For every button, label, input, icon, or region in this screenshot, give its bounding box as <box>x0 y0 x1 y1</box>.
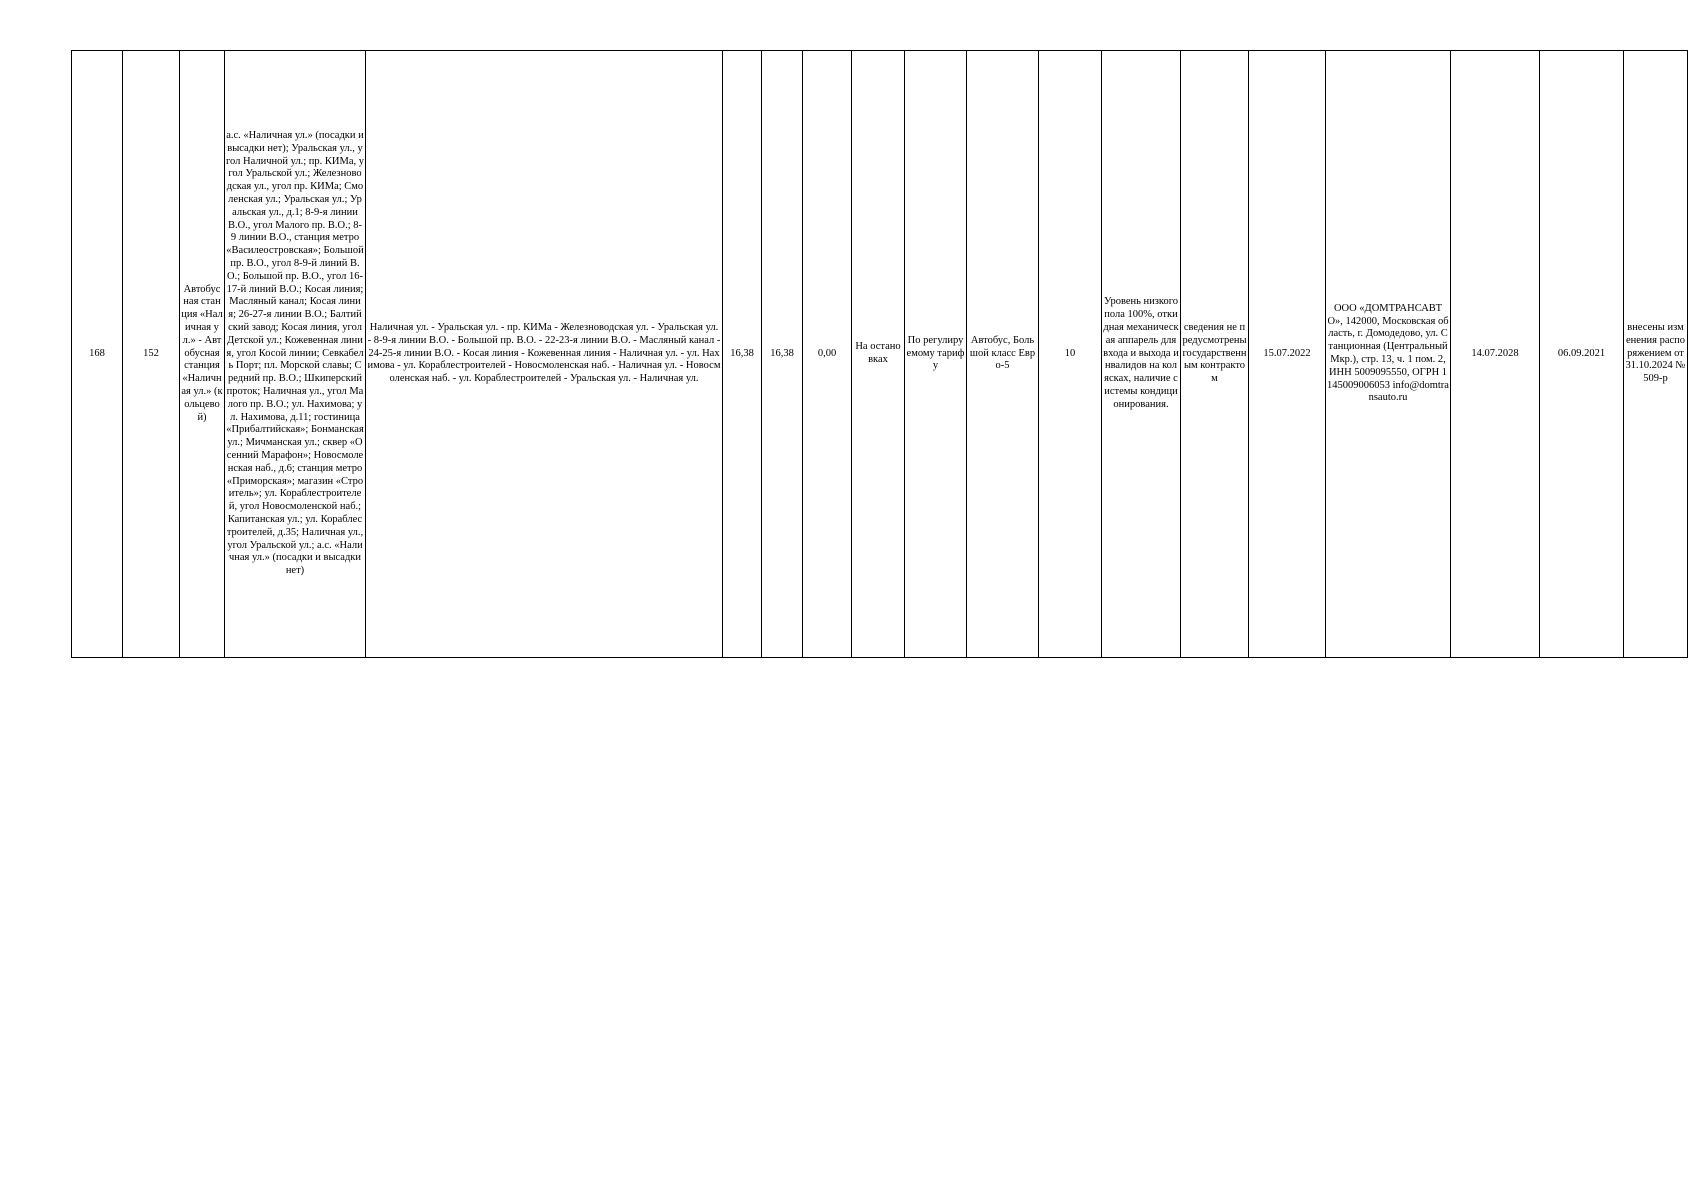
contract-info-cell: сведения не предусмотрены государственным контрактом <box>1181 51 1249 658</box>
vehicle-count-cell: 10 <box>1039 51 1102 658</box>
route-name-cell: Автобусная станция «Наличная ул.» - Автобусная станция «Наличная ул.» (кольцевой) <box>180 51 225 658</box>
route-registry-table <box>71 50 1688 658</box>
carrier-cell: ООО «ДОМТРАНСАВТО», 142000, Московская область, г. Домодедово, ул. Станционная (Центральный Мкр.), стр. 13, ч. 1 пом. 2, ИНН 5009095550, ОГРН 1145009006053 info@domtransauto.ru <box>1326 51 1451 658</box>
route-number-cell: 152 <box>123 51 180 658</box>
length-reverse-cell: 16,38 <box>762 51 803 658</box>
change-note-cell: внесены изменения распоряжением от 31.10.2024 № 509-р <box>1624 51 1688 658</box>
vehicle-type-cell: Автобус, Большой класс Евро-5 <box>967 51 1039 658</box>
streets-list-cell: Наличная ул. - Уральская ул. - пр. КИМа - Железноводская ул. - Уральская ул. - 8-9-я линии В.О. - Большой пр. В.О. - 22-23-я линии В.О. - Масляный канал - 24-25-я линии В.О. - Косая линия - Кожевенная линия - Наличная ул. - ул. Нахимова - ул. Кораблестроителей - Новосмоленская наб. - Наличная ул. - Новосмоленская наб. - ул. Кораблестроителей - Уральская ул. - Наличная ул. <box>366 51 723 658</box>
start-date-cell: 15.07.2022 <box>1249 51 1326 658</box>
vehicle-features-cell: Уровень низкого пола 100%, откидная механическая аппарель для входа и выхода инвалидов на колясках, наличие системы кондиционирования. <box>1102 51 1181 658</box>
length-forward-cell: 16,38 <box>723 51 762 658</box>
table-row <box>72 51 1688 658</box>
end-date-cell: 14.07.2028 <box>1451 51 1540 658</box>
registration-number-cell: 168 <box>72 51 123 658</box>
stops-list-cell: а.с. «Наличная ул.» (посадки и высадки нет); Уральская ул., угол Наличной ул.; пр. КИМа, угол Уральской ул.; Железноводская ул., угол пр. КИМа; Смоленская ул.; Уральская ул.; Уральская ул., д.1; 8-9-я линии В.О., угол Малого пр. В.О.; 8-9 линии В.О., станция метро «Василеостровская»; Большой пр. В.О., угол 8-9-й линий В.О.; Большой пр. В.О., угол 16-17-й линий В.О.; Косая линия; Масляный канал; Косая линия; 26-27-я линии В.О.; Балтийский завод; Косая линия, угол Детской ул.; Кожевенная линия, угол Косой линии; Севкабель Порт; пл. Морской славы; Средний пр. В.О.; Шкиперский проток; Наличная ул., угол Малого пр. В.О.; ул. Нахимова; ул. Нахимова, д.11; гостиница «Прибалтийская»; Бонманская ул.; Мичманская ул.; сквер «Осенний Марафон»; Новосмоленская наб., д.6; станция метро «Приморская»; магазин «Строитель»; ул. Кораблестроителей, угол Новосмоленской наб.; Капитанская ул.; ул. Кораблестроителей, д.35; Наличная ул., угол Уральской ул.; а.с. «Наличная ул.» (посадки и высадки нет) <box>225 51 366 658</box>
tariff-cell: По регулируемому тарифу <box>905 51 967 658</box>
change-date-cell: 06.09.2021 <box>1540 51 1624 658</box>
length-extra-cell: 0,00 <box>803 51 852 658</box>
boarding-order-cell: На остановках <box>852 51 905 658</box>
